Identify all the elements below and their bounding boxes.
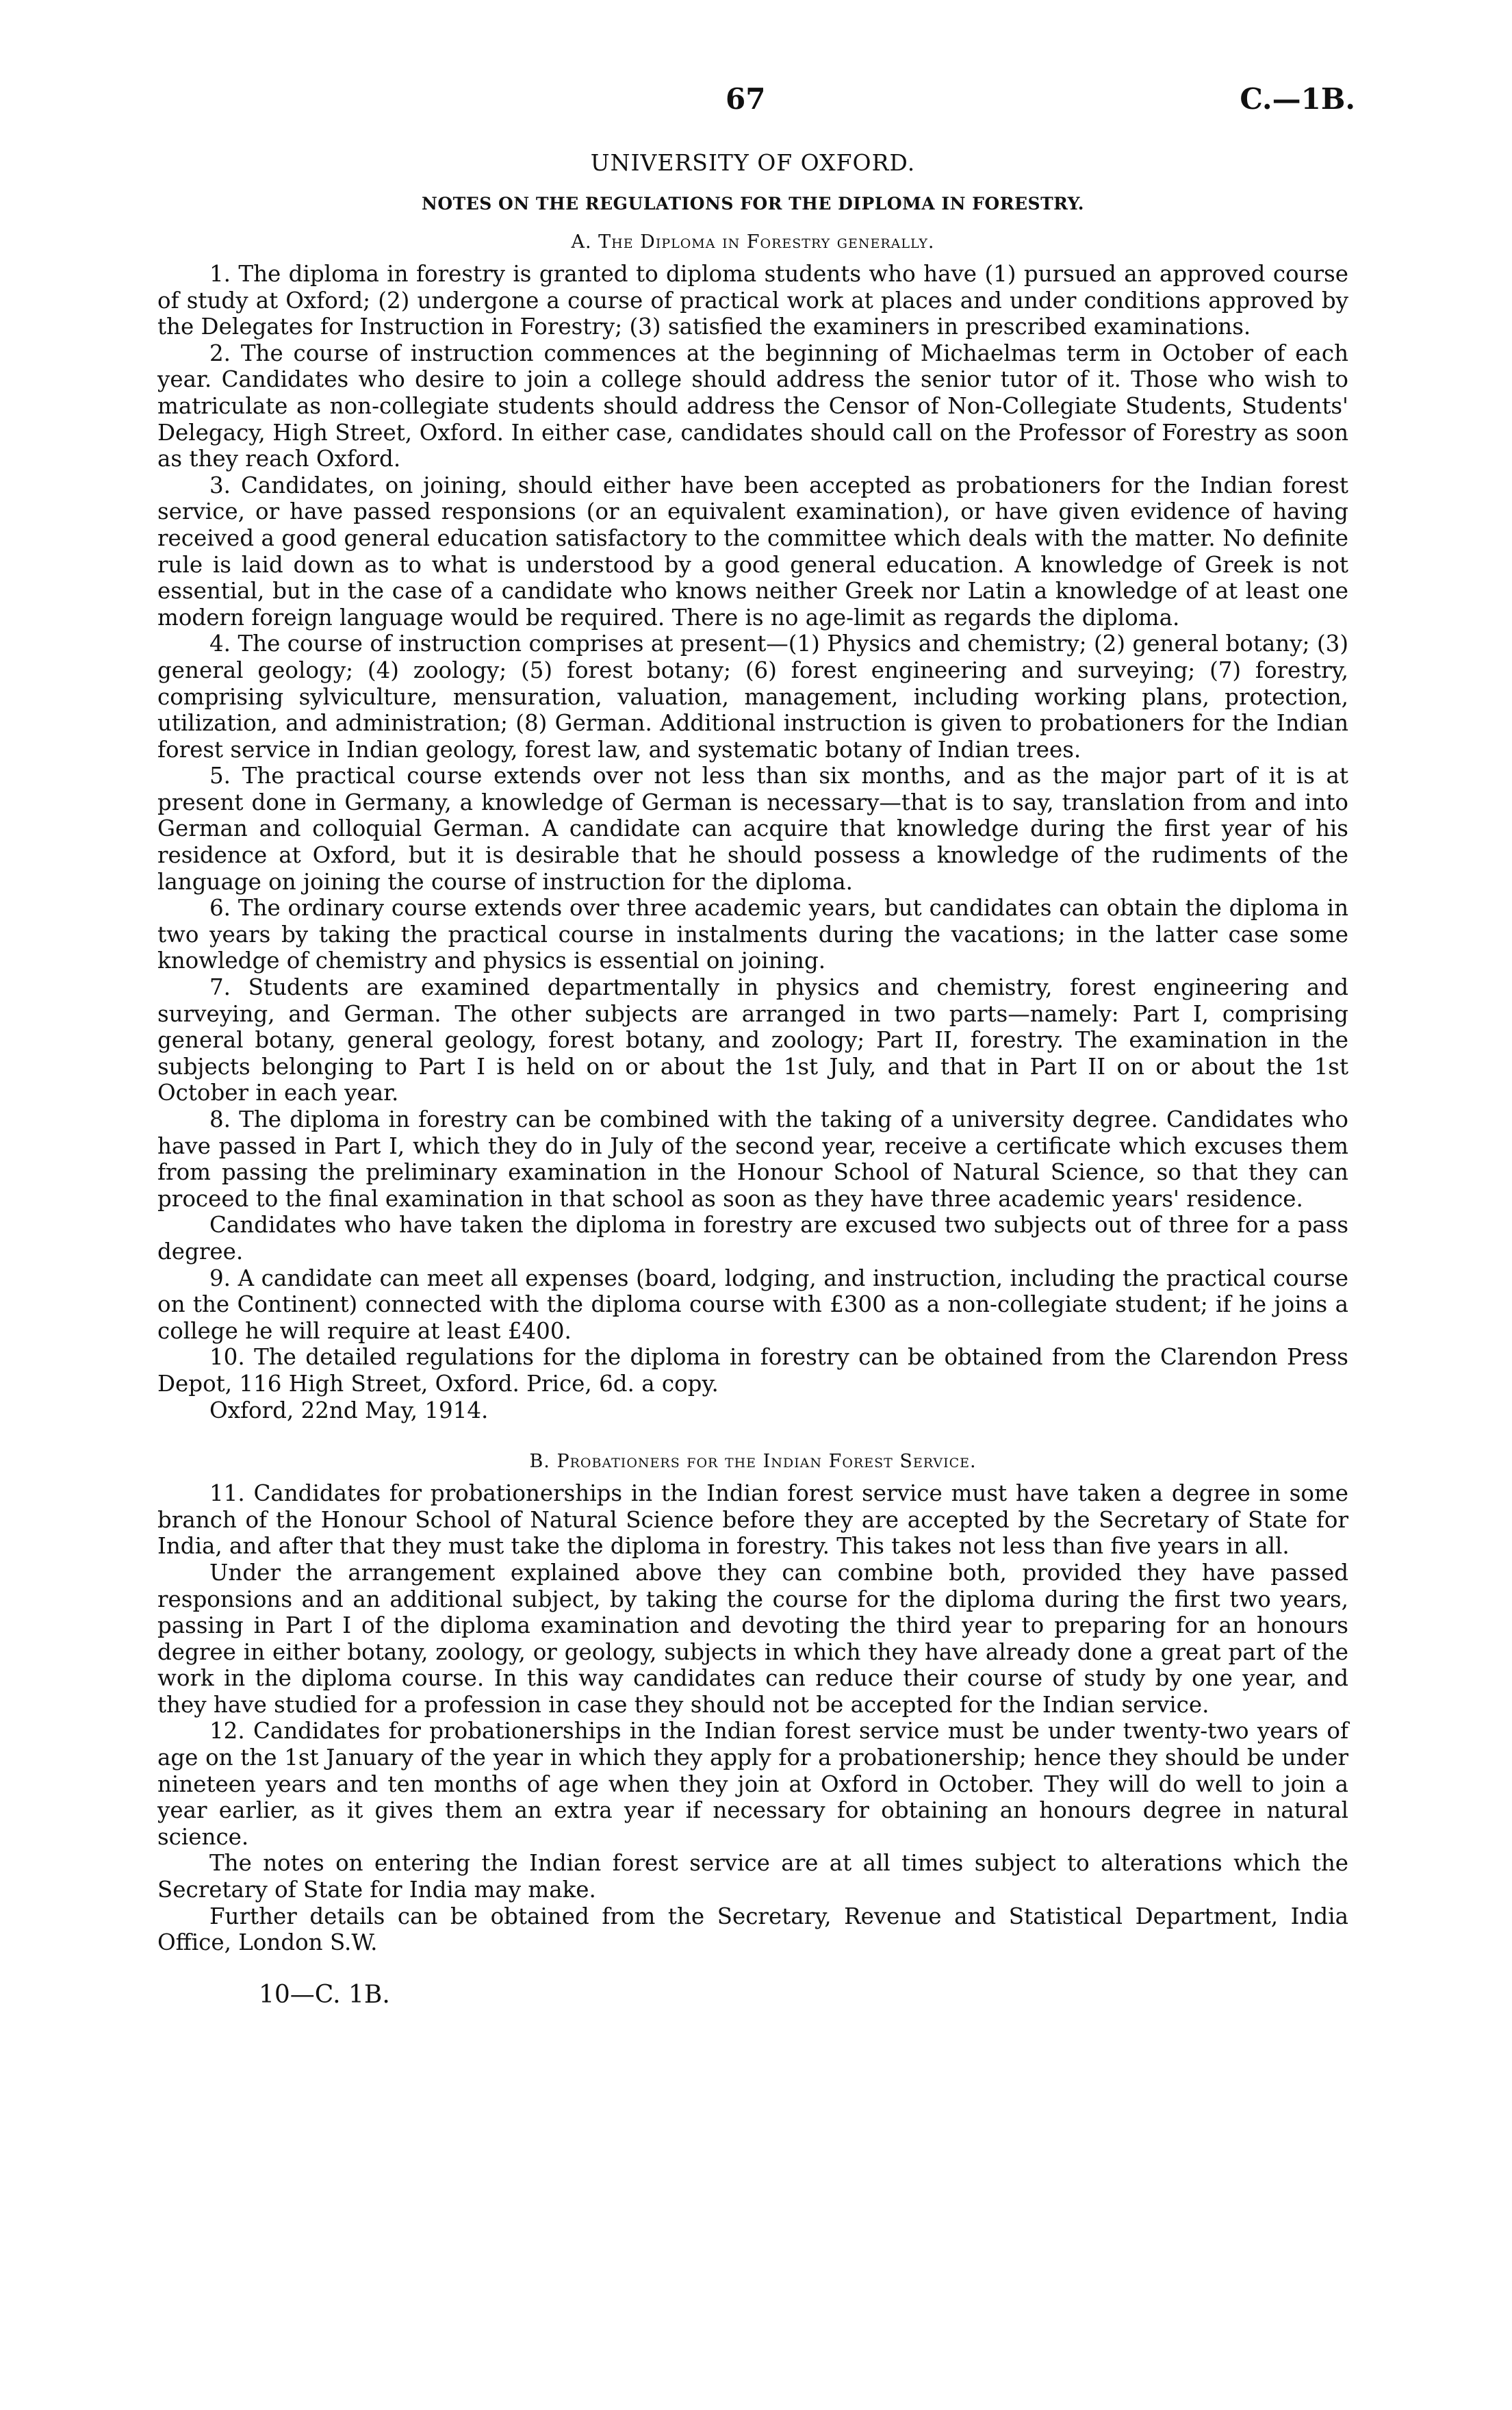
paragraph-9: 9. A candidate can meet all expenses (board, lodging, and instruction, including the practical course on the Continent) connected with the diploma course with £300 as a non-collegiate student; if he joins a college he will require at least £400.	[157, 1265, 1348, 1344]
print-reference: 10—C. 1B.	[259, 1980, 390, 2009]
paragraph-5: 5. The practical course extends over not less than six months, and as the major part of it is at present done in Germany, a knowledge of German is necessary—that is to say, translation from and into German and colloquial German. A candidate can acquire that knowledge during the first year of his residence at Oxford, but it is desirable that he should possess a knowledge of the rudiments of the language on joining the course of instruction for the diploma.	[157, 763, 1348, 895]
document-subtitle: NOTES ON THE REGULATIONS FOR THE DIPLOMA IN FORESTRY.	[421, 194, 1085, 214]
page-header	[157, 75, 1355, 130]
section-b-heading: B. Probationers for the Indian Forest Service.	[529, 1451, 977, 1473]
paragraph-8-continued: Candidates who have taken the diploma in forestry are excused two subjects out of three for a pass degree.	[157, 1212, 1348, 1265]
paragraph-4: 4. The course of instruction comprises at present—(1) Physics and chemistry; (2) general botany; (3) general geology; (4) zoology; (5) forest botany; (6) forest engineering and surveying; (7) forestry, comprising sylviculture, mensuration, valuation, management, including working plans, protection, utilization, and administration; (8) German. Additional instruction is given to probationers for the Indian forest service in Indian geology, forest law, and systematic botany of Indian trees.	[157, 631, 1348, 763]
paragraph-1: 1. The diploma in forestry is granted to diploma students who have (1) pursued an approved course of study at Oxford; (2) undergone a course of practical work at places and under conditions approved by the Delegates for Instruction in Forestry; (3) satisfied the examiners in prescribed examinations.	[157, 261, 1348, 340]
paragraph-11: 11. Candidates for probationerships in the Indian forest service must have taken a degree in some branch of the Honour School of Natural Science before they are accepted by the Secretary of State for India, and after that they must take the diploma in forestry. This takes not less than five years in all.	[157, 1480, 1348, 1560]
document-title: UNIVERSITY OF OXFORD.	[590, 149, 916, 176]
section-b-body	[157, 1480, 1348, 1956]
paragraph-6: 6. The ordinary course extends over three academic years, but candidates can obtain the diploma in two years by taking the practical course in instalments during the vacations; in the latter case some knowledge of chemistry and physics is essential on joining.	[157, 895, 1348, 974]
paragraph-7: 7. Students are examined departmentally in physics and chemistry, forest engineering and surveying, and German. The other subjects are arranged in two parts—namely: Part I, comprising general botany, general geology, forest botany, and zoology; Part II, forestry. The examination in the subjects belonging to Part I is held on or about the 1st July, and that in Part II on or about the 1st October in each year.	[157, 974, 1348, 1106]
paragraph-10: 10. The detailed regulations for the diploma in forestry can be obtained from the Clarendon Press Depot, 116 High Street, Oxford. Price, 6d. a copy.	[157, 1344, 1348, 1397]
dateline: Oxford, 22nd May, 1914.	[209, 1397, 489, 1423]
paragraph-notes: The notes on entering the Indian forest service are at all times subject to alterations which the Secretary of State for India may make.	[157, 1850, 1348, 1903]
paragraph-further-details: Further details can be obtained from the Secretary, Revenue and Statistical Department, India Office, London S.W.	[157, 1903, 1348, 1956]
section-a-heading: A. The Diploma in Forestry generally.	[571, 231, 935, 253]
paragraph-12: 12. Candidates for probationerships in the Indian forest service must be under twenty-two years of age on the 1st January of the year in which they apply for a probationership; hence they should be under nineteen years and ten months of age when they join at Oxford in October. They will do well to join a year earlier, as it gives them an extra year if necessary for obtaining an honours degree in natural science.	[157, 1718, 1348, 1850]
sheet-reference: C.—1B.	[1240, 82, 1355, 116]
paragraph-8: 8. The diploma in forestry can be combined with the taking of a university degree. Candidates who have passed in Part I, which they do in July of the second year, receive a certificate which excuses them from passing the preliminary examination in the Honour School of Natural Science, so that they can proceed to the final examination in that school as soon as they have three academic years' residence.	[157, 1106, 1348, 1212]
section-a-body	[157, 261, 1348, 1423]
document-page	[157, 75, 1355, 2009]
paragraph-11-continued: Under the arrangement explained above they can combine both, provided they have passed responsions and an additional subject, by taking the course for the diploma during the first two years, passing in Part I of the diploma examination and devoting the third year to preparing for an honours degree in either botany, zoology, or geology, subjects in which they have already done a great part of the work in the diploma course. In this way candidates can reduce their course of study by one year, and they have studied for a profession in case they should not be accepted for the Indian service.	[157, 1559, 1348, 1718]
page-number: 67	[726, 82, 766, 116]
paragraph-3: 3. Candidates, on joining, should either have been accepted as probationers for the Indian forest service, or have passed responsions (or an equivalent examination), or have given evidence of having received a good general education satisfactory to the committee which deals with the matter. No definite rule is laid down as to what is understood by a good general education. A knowledge of Greek is not essential, but in the case of a candidate who knows neither Greek nor Latin a knowledge of at least one modern foreign language would be required. There is no age-limit as regards the diploma.	[157, 472, 1348, 631]
paragraph-2: 2. The course of instruction commences at the beginning of Michaelmas term in October of each year. Candidates who desire to join a college should address the senior tutor of it. Those who wish to matriculate as non-collegiate students should address the Censor of Non-Collegiate Students, Students' Delegacy, High Street, Oxford. In either case, candidates should call on the Professor of Forestry as soon as they reach Oxford.	[157, 340, 1348, 472]
